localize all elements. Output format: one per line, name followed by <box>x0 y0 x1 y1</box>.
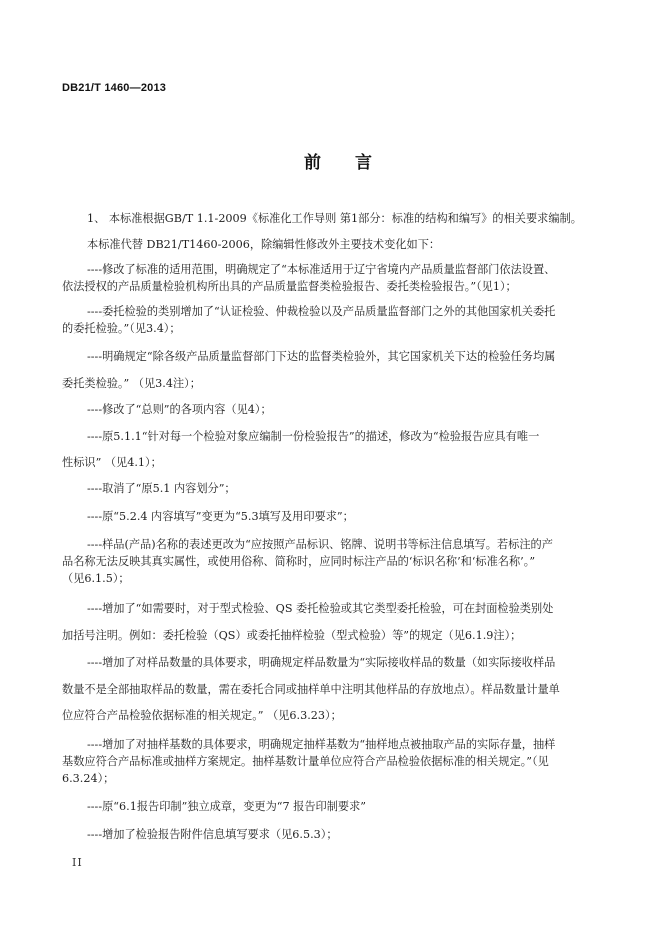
text-line: 委托类检验。” （见3.4注）； <box>62 377 201 390</box>
text-line: ----明确规定“除各级产品质量监督部门下达的监督类检验外，其它国家机关下达的检验任务均属 <box>87 350 556 363</box>
text-line: 6.3.24）； <box>62 772 115 785</box>
page-number: II <box>72 856 83 869</box>
text-line: ----原5.1.1“针对每一个检验对象应编制一份检验报告”的描述，修改为“检验报告应具有唯一 <box>87 430 540 443</box>
text-line: ----修改了“总则”的各项内容（见4）； <box>87 403 272 416</box>
standard-code-header: DB21/T 1460—2013 <box>62 82 167 94</box>
text-line: ----原“5.2.4 内容填写”变更为“5.3填写及用印要求”； <box>87 510 354 523</box>
text-line: ----增加了检验报告附件信息填写要求（见6.5.3）； <box>87 828 338 841</box>
text-line: ----原“6.1报告印制”独立成章，变更为“7 报告印制要求” <box>87 800 367 813</box>
text-line: 1、 本标准根据GB/T 1.1-2009《标准化工作导则 第1部分：标准的结构和编写》的相关要求编制。 <box>87 212 582 225</box>
text-line: ----取消了“原5.1 内容划分”； <box>87 482 236 495</box>
text-line: ----委托检验的类别增加了“认证检验、仲裁检验以及产品质量监督部门之外的其他国家机关委托 <box>87 305 556 318</box>
text-line: ----修改了标准的适用范围，明确规定了“本标准适用于辽宁省境内产品质量监督部门依法设置、 <box>87 263 556 276</box>
text-line: 的委托检验。”（见3.4）； <box>62 322 181 335</box>
text-line: ----样品(产品)名称的表述更改为“应按照产品标识、铭牌、说明书等标注信息填写。若标注的产 <box>87 538 553 551</box>
text-line: 依法授权的产品质量检验机构所出具的产品质量监督类检验报告、委托类检验报告。”（见1）； <box>62 280 517 293</box>
text-line: 基数应符合产品标准或抽样方案规定。抽样基数计量单位应符合产品检验依据标准的相关规定。”（见 <box>62 755 549 768</box>
text-line: 数量不是全部抽取样品的数量，需在委托合同或抽样单中注明其他样品的存放地点）。样品数量计量单 <box>62 683 560 696</box>
text-line: 性标识” （见4.1）； <box>62 456 162 469</box>
text-line: 品名称无法反映其真实属性，或使用俗称、简称时，应同时标注产品的‘标识名称’和‘标准名称’。” <box>62 555 536 568</box>
text-line: 本标准代替 DB21/T1460-2006，除编辑性修改外主要技术变化如下： <box>87 238 441 251</box>
text-line: 加括号注明。例如：委托检验（QS）或委托抽样检验（型式检验）等”的规定（见6.1.9注）； <box>62 629 522 642</box>
text-line: （见6.1.5）； <box>62 572 130 585</box>
text-line: ----增加了“如需要时，对于型式检验、QS 委托检验或其它类型委托检验，可在封面检验类别处 <box>87 602 554 615</box>
page-title: 前 言 <box>304 153 386 173</box>
text-line: ----增加了对样品数量的具体要求，明确规定样品数量为“实际接收样品的数量（如实际接收样品 <box>87 656 556 669</box>
text-line: 位应符合产品检验依据标准的相关规定。” （见6.3.23）； <box>62 709 342 722</box>
text-line: ----增加了对抽样基数的具体要求，明确规定抽样基数为“抽样地点被抽取产品的实际存量，抽样 <box>87 738 556 751</box>
